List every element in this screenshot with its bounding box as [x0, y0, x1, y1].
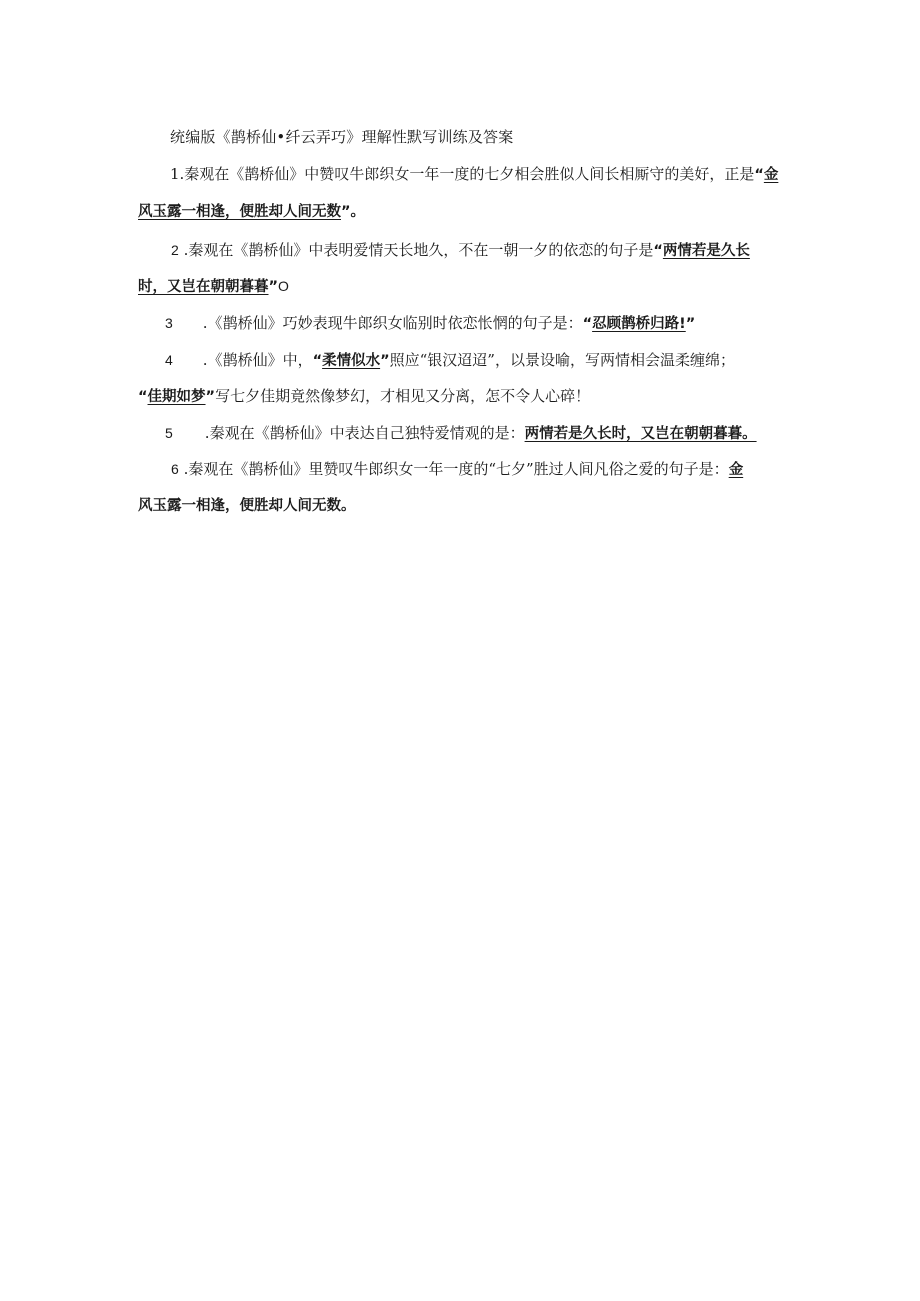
question-4-quote-close-1: ” — [380, 353, 390, 369]
question-1-answer-part-1: 金 — [763, 167, 779, 183]
question-6-answer-part-2: 风玉露一相逢，便胜却人间无数。 — [138, 498, 356, 514]
question-1-line-2 — [138, 201, 365, 222]
question-1-text: 1.秦观在《鹊桥仙》中赞叹牛郎织女一年一度的七夕相会胜似人间长相厮守的美好，正是 — [170, 165, 755, 183]
question-6-line-2 — [138, 495, 356, 516]
question-4-text-3: 写七夕佳期竟然像梦幻，才相见又分离，怎不令人心碎！ — [215, 387, 591, 405]
question-1-answer-part-2: 风玉露一相逢，便胜却人间无数 — [138, 204, 341, 220]
question-4-number: 4 — [165, 352, 173, 368]
question-4-quote-open-1: “ — [312, 353, 323, 369]
question-1-line-1 — [170, 164, 778, 185]
question-4-answer-1: 柔情似水 — [322, 353, 381, 369]
question-1-quote-close: ” — [341, 204, 351, 220]
question-2-answer-part-1: 两情若是久长 — [662, 243, 750, 259]
question-6-answer-part-1: 金 — [728, 462, 744, 478]
question-3-text: .《鹊桥仙》巧妙表现牛郎织女临别时依恋怅惘的句子是： — [202, 314, 583, 332]
document-title: 统编版《鹊桥仙•纤云弄巧》理解性默写训练及答案 — [170, 128, 514, 146]
question-4-text-1: .《鹊桥仙》中， — [202, 351, 313, 369]
question-6-number: 6 — [171, 461, 179, 477]
question-4-text-2: 照应“银汉迢迢”，以景设喻，写两情相会温柔缠绵； — [389, 351, 735, 369]
question-2-line-1 — [171, 240, 750, 261]
question-3-quote-close: ” — [685, 316, 696, 332]
question-2-answer-part-2: 时，又岂在朝朝暮暮 — [138, 279, 269, 295]
question-4-line-1 — [165, 350, 735, 371]
question-6-line-1 — [171, 459, 743, 480]
question-5-line — [165, 423, 757, 444]
question-4-line-2 — [138, 386, 590, 407]
question-5-answer: 两情若是久长时，又岂在朝朝暮暮。 — [524, 426, 757, 442]
question-3-quote-open: “ — [582, 316, 593, 332]
question-3-number: 3 — [165, 315, 173, 331]
question-2-tail: O — [278, 278, 289, 294]
question-2-line-2 — [138, 276, 289, 297]
question-4-quote-open-2: “ — [138, 389, 148, 405]
question-5-number: 5 — [165, 425, 173, 441]
question-1-tail: 。 — [350, 204, 366, 220]
question-2-text: .秦观在《鹊桥仙》中表明爱情天长地久，不在一朝一夕的依恋的句子是 — [183, 241, 654, 259]
question-6-text: .秦观在《鹊桥仙》里赞叹牛郎织女一年一度的“七夕”胜过人间凡俗之爱的句子是： — [183, 460, 729, 478]
question-2-quote-close: ” — [268, 279, 279, 295]
question-4-answer-2: 佳期如梦 — [147, 389, 206, 405]
question-4-quote-close-2: ” — [205, 389, 216, 405]
question-1-quote-open: “ — [754, 167, 764, 183]
question-5-text: .秦观在《鹊桥仙》中表达自己独特爱情观的是： — [204, 424, 525, 442]
question-3-line — [165, 313, 695, 334]
question-2-quote-open: “ — [653, 243, 663, 259]
question-2-number: 2 — [171, 242, 179, 258]
question-3-answer: 忍顾鹊桥归路! — [592, 316, 686, 332]
